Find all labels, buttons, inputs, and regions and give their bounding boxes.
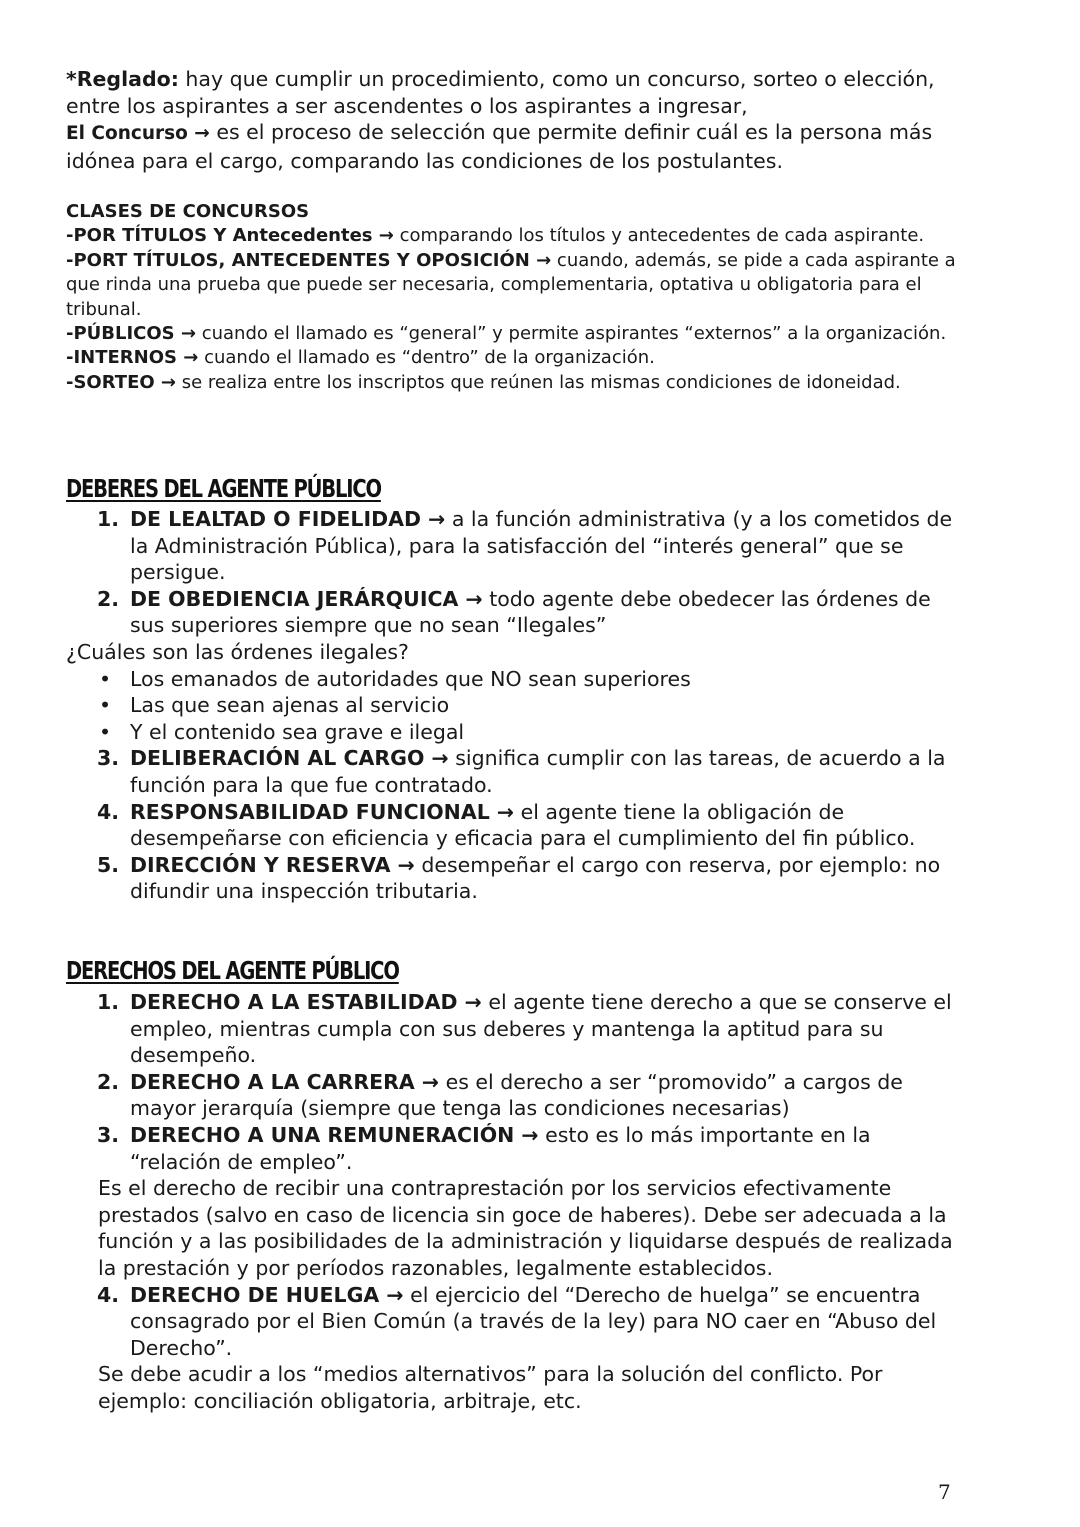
derechos-item: 3. DERECHO A UNA REMUNERACIÓN → esto es lo más importante en la “relación de empleo”. — [97, 1122, 871, 1174]
concurso-text: es el proceso de selección que permite definir cuál es la persona más idónea para el cargo, comparando las condiciones de los postulantes. — [66, 120, 933, 173]
deberes-item: 3. DELIBERACIÓN AL CARGO → significa cumplir con las tareas, de acuerdo a la función para la que fue contratado. — [97, 746, 946, 797]
deberes-item: 1. DE LEALTAD O FIDELIDAD → a la función administrativa (y a los cometidos de la Administración Pública), para la satisfacción del “interés general” que se persigue. — [97, 507, 953, 585]
huelga-paragraph: Se debe acudir a los “medios alternativos” para la solución del conflicto. Por ejemplo: conciliación obligatoria, arbitraje, etc. — [98, 1362, 883, 1413]
deberes-item: 5. DIRECCIÓN Y RESERVA → desempeñar el cargo con reserva, por ejemplo: no difundir una inspección tributaria. — [97, 852, 941, 904]
concurso-label: El Concurso → — [66, 123, 210, 144]
reglado-label: *Reglado: — [66, 67, 179, 91]
derechos-item: 4. DERECHO DE HUELGA → el ejercicio del “Derecho de huelga” se encuentra consagrado por el Bien Común (a través de la ley) para NO caer en “Abuso del Derecho”. — [97, 1282, 937, 1360]
reglado-paragraph — [66, 66, 966, 119]
concurso-paragraph — [66, 119, 966, 174]
clases-item: -PÚBLICOS → cuando el llamado es “general” y permite aspirantes “externos” a la organización. — [66, 323, 947, 345]
deberes-item: 2. DE OBEDIENCIA JERÁRQUICA → todo agente debe obedecer las órdenes de sus superiores siempre que no sean “Ilegales” — [97, 586, 931, 638]
clases-block — [66, 200, 966, 395]
ordenes-question: ¿Cuáles son las órdenes ilegales? — [66, 639, 409, 664]
deberes-heading: DEBERES DEL AGENTE PÚBLICO — [66, 474, 381, 503]
derechos-section — [66, 989, 966, 1415]
bullet-icon: • — [99, 719, 112, 744]
bullet-icon: • — [99, 666, 112, 691]
intro-block — [66, 66, 966, 174]
deberes-item: 4. RESPONSABILIDAD FUNCIONAL → el agente tiene la obligación de desempeñarse con eficiencia y eficacia para el cumplimiento del fin público. — [97, 799, 916, 851]
derechos-heading: DERECHOS DEL AGENTE PÚBLICO — [66, 956, 399, 985]
bullet-item: • Y el contenido sea grave e ilegal — [99, 719, 465, 744]
clases-item: -POR TÍTULOS Y Antecedentes → comparando los títulos y antecedentes de cada aspirante. — [66, 225, 925, 247]
derechos-item: 1. DERECHO A LA ESTABILIDAD → el agente tiene derecho a que se conserve el empleo, mientras cumpla con sus deberes y mantenga la aptitud para su desempeño. — [97, 990, 952, 1068]
page-number: 7 — [938, 1480, 951, 1504]
bullet-item: • Los emanados de autoridades que NO sean superiores — [99, 666, 691, 691]
derechos-item: 2. DERECHO A LA CARRERA → es el derecho a ser “promovido” a cargos de mayor jerarquía (siempre que tenga las condiciones necesarias) — [97, 1069, 903, 1121]
bullet-item: • Las que sean ajenas al servicio — [99, 693, 450, 718]
reglado-text: hay que cumplir un procedimiento, como un concurso, sorteo o elección, entre los aspirantes a ser ascendentes o los aspirantes a ingresar, — [66, 67, 935, 118]
remuneracion-paragraph: Es el derecho de recibir una contraprestación por los servicios efectivamente prestados (salvo en caso de licencia sin goce de haberes). Debe ser adecuada a la función y a las posibilidades de la administración y liquidarse después de realizada la prestación y por períodos razonables, legalmente establecidos. — [98, 1176, 953, 1280]
clases-title: CLASES DE CONCURSOS — [66, 201, 310, 222]
clases-item: -PORT TÍTULOS, ANTECEDENTES Y OPOSICIÓN → cuando, además, se pide a cada aspirante a que rinda una prueba que puede ser necesaria, complementaria, optativa u obligatoria para el tribunal. — [66, 249, 956, 320]
clases-item: -INTERNOS → cuando el llamado es “dentro” de la organización. — [66, 347, 655, 369]
bullet-icon: • — [99, 693, 112, 718]
deberes-section — [66, 506, 966, 905]
clases-item: -SORTEO → se realiza entre los inscriptos que reúnen las mismas condiciones de idoneidad. — [66, 371, 901, 393]
